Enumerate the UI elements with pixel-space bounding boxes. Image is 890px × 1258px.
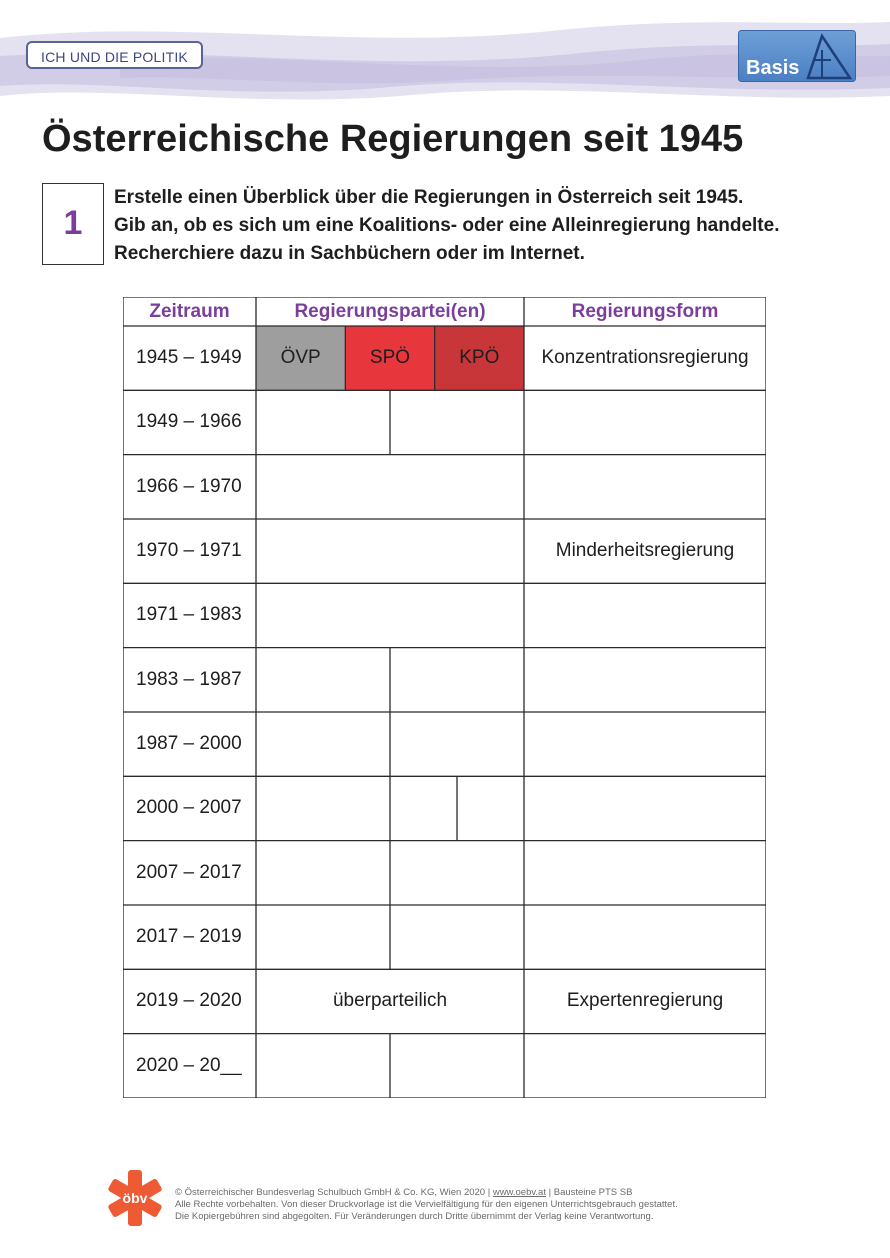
period-cell: 1983 – 1987 <box>136 668 242 690</box>
period-cell: 1949 – 1966 <box>136 411 242 433</box>
copyright-line-1 <box>175 1187 678 1199</box>
page-title: Österreichische Regierungen seit 1945 <box>42 118 744 160</box>
column-header: Regierungsform <box>571 300 719 322</box>
copyright-line-2: Alle Rechte vorbehalten. Von dieser Druckvorlage ist die Vervielfältigung für den eigenen Unterrichtsgebrauch gestattet. <box>175 1199 678 1210</box>
task-line: Gib an, ob es sich um eine Koalitions- oder eine Alleinregierung handelte. <box>114 215 780 236</box>
period-cell: 2020 – 20__ <box>136 1054 242 1076</box>
period-cell: 1966 – 1970 <box>136 475 242 497</box>
period-cell: 2007 – 2017 <box>136 861 242 883</box>
column-header: Regierungspartei(en) <box>294 300 486 322</box>
copyright-publisher: © Österreichischer Bundesverlag Schulbuch GmbH & Co. KG, Wien 2020 | <box>175 1187 493 1198</box>
period-cell: 1945 – 1949 <box>136 347 242 369</box>
copyright-text <box>175 1187 678 1223</box>
period-cell: 1987 – 2000 <box>136 733 242 755</box>
form-cell: Minderheitsregierung <box>555 540 735 562</box>
form-cell: Expertenregierung <box>566 990 724 1012</box>
copyright-line-3: Die Kopiergebühren sind abgegolten. Für Veränderungen durch Dritte übernimmt der Verlag keine Verantwortung. <box>175 1211 654 1222</box>
oebv-logo <box>106 1168 164 1228</box>
basis-logo <box>738 30 856 82</box>
copyright-series: | Bausteine PTS SB <box>545 1187 633 1198</box>
party-ovp: ÖVP <box>256 326 345 390</box>
period-cell: 2017 – 2019 <box>136 926 242 948</box>
party-kpo: KPÖ <box>435 326 524 390</box>
task-line: Erstelle einen Überblick über die Regierungen in Österreich seit 1945. <box>114 187 744 208</box>
footer <box>106 1168 806 1232</box>
task-line: Recherchiere dazu in Sachbüchern oder im Internet. <box>114 243 585 264</box>
publisher-link[interactable]: www.oebv.at <box>492 1187 546 1198</box>
period-cell: 2000 – 2007 <box>136 797 242 819</box>
period-cell: 1970 – 1971 <box>136 540 242 562</box>
basis-logo-text: Basis <box>746 57 800 79</box>
oebv-logo-text: öbv <box>122 1190 148 1206</box>
period-cell: 2019 – 2020 <box>136 990 242 1012</box>
table-gridlines <box>123 297 766 1098</box>
task-instructions <box>114 184 779 268</box>
form-cell: Konzentrationsregierung <box>541 347 749 369</box>
party-spo: SPÖ <box>345 326 434 390</box>
government-table <box>123 297 766 1098</box>
party-cell: überparteilich <box>332 990 448 1012</box>
section-badge: ICH UND DIE POLITIK <box>26 41 203 69</box>
task-number: 1 <box>42 183 104 265</box>
column-header: Zeitraum <box>149 300 230 322</box>
period-cell: 1971 – 1983 <box>136 604 242 626</box>
